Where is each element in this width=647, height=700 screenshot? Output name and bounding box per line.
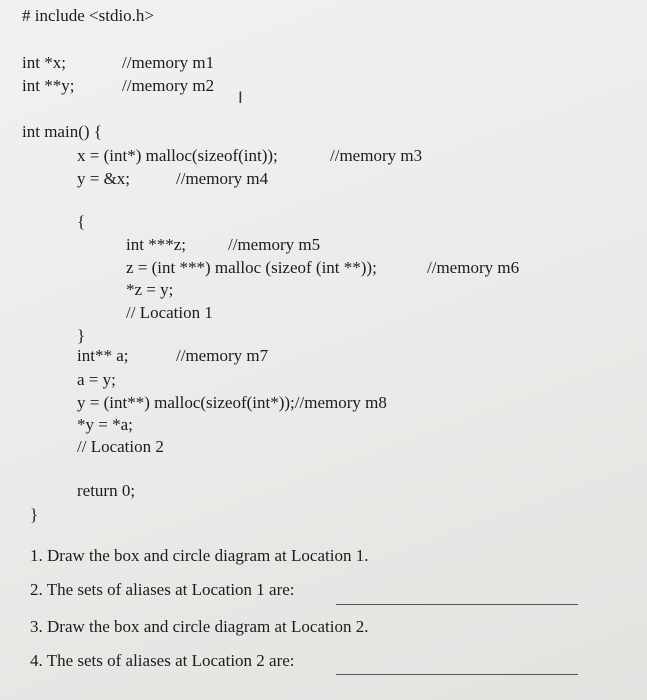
main-signature: int main() {	[22, 122, 102, 141]
return-stmt: return 0;	[77, 481, 136, 500]
assign-y2: y = (int**) malloc(sizeof(int*));//memory m8	[77, 393, 387, 412]
assign-x-comment: //memory m3	[330, 146, 423, 165]
question-3: 3. Draw the box and circle diagram at Location 2.	[30, 617, 369, 636]
decl-y-comment: //memory m2	[122, 76, 215, 95]
assign-y-comment: //memory m4	[176, 169, 269, 188]
location-1-comment: // Location 1	[126, 303, 213, 322]
assign-z: z = (int ***) malloc (sizeof (int **));	[126, 258, 377, 277]
decl-a: int** a;	[77, 346, 129, 365]
deref-y: *y = *a;	[77, 415, 133, 434]
decl-x: int *x;	[22, 53, 66, 72]
deref-z: *z = y;	[126, 280, 174, 299]
question-2: 2. The sets of aliases at Location 1 are:	[30, 580, 295, 599]
decl-z-comment: //memory m5	[228, 235, 321, 254]
inner-block-close: }	[77, 326, 86, 345]
decl-a-comment: //memory m7	[176, 346, 269, 365]
question-4: 4. The sets of aliases at Location 2 are:	[30, 651, 295, 670]
text-cursor-icon: I	[238, 88, 243, 107]
decl-y: int **y;	[22, 76, 75, 95]
answer-blank-4	[336, 674, 578, 675]
decl-z: int ***z;	[126, 235, 186, 254]
include-line: # include <stdio.h>	[22, 6, 155, 25]
assign-y: y = &x;	[77, 169, 131, 188]
assign-a: a = y;	[77, 370, 116, 389]
main-close: }	[30, 505, 39, 524]
assign-z-comment: //memory m6	[427, 258, 520, 277]
decl-x-comment: //memory m1	[122, 53, 215, 72]
assign-x: x = (int*) malloc(sizeof(int));	[77, 146, 278, 165]
location-2-comment: // Location 2	[77, 437, 164, 456]
question-1: 1. Draw the box and circle diagram at Location 1.	[30, 546, 369, 565]
answer-blank-2	[336, 604, 578, 605]
inner-block-open: {	[77, 212, 86, 231]
